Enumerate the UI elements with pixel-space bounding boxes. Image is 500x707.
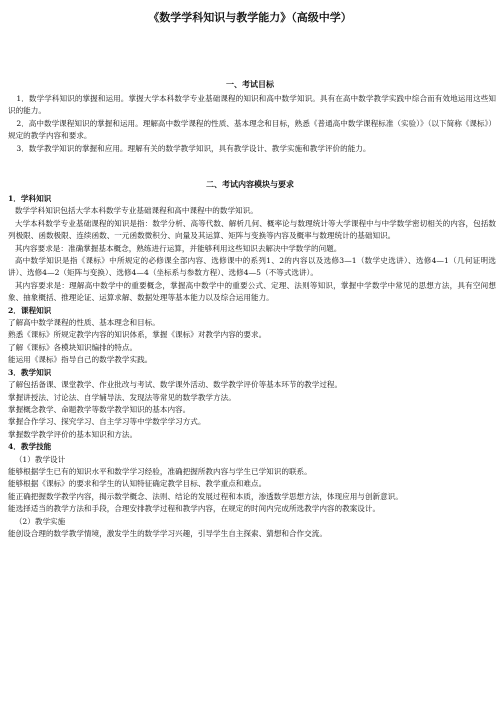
paragraph: 能够根据《课标》的要求和学生的认知特征确定教学目标、教学重点和难点。	[8, 479, 267, 489]
paragraph: 掌握概念教学、命题教学等数学教学知识的基本内容。	[8, 404, 191, 414]
paragraph: 其内容要求是：准确掌握基本概念，熟练进行运算，并能够利用这些知识去解决中学数学的问题。	[14, 243, 342, 253]
paragraph: 能运用《课标》指导自己的数学教学实践。	[8, 355, 153, 365]
exam-goals-body	[8, 93, 496, 155]
paragraph: 能创设合理的数学教学情境，激发学生的数学学习兴趣，引导学生自主探索、猜想和合作交流。	[8, 528, 327, 538]
paragraph: 了解高中数学课程的性质、基本理念和目标。	[8, 318, 160, 328]
document-title: 《数学学科知识与教学能力》（高级中学）	[148, 11, 352, 24]
paragraph: 2．高中数学课程知识的掌握和运用。理解高中数学课程的性质、基本理念和目标，熟悉《普通高中数学课程标准（实验）》（以下简称《课标》）规定的教学内容和要求。	[8, 118, 496, 141]
paragraph: 1．数学学科知识的掌握和运用。掌握大学本科数学专业基础课程的知识和高中数学知识。具有在高中数学教学实践中综合而有效地运用这些知识的能力。	[8, 94, 496, 116]
paragraph: 高中数学知识是指《课标》中所规定的必修课全部内容、选修课中的系列1、2的内容以及选修3—1（数学史选讲）、选修4—1（几何证明选讲）、选修4—2（矩阵与变换）、选修4—4（坐标系与参数方程）、选修4—5（不等式选讲）。	[8, 256, 496, 278]
paragraph: 大学本科数学专业基础课程的知识是指：数学分析、高等代数、解析几何、概率论与数理统计等大学课程中与中学数学密切相关的内容，包括数列极限、函数极限、连续函数、一元函数微积分、向量及其运算、矩阵与变换等内容及概率与数理统计的基础知识。	[8, 218, 496, 241]
paragraph: 掌握数学教学评价的基本知识和方法。	[8, 429, 138, 439]
paragraph: 了解包括备课、课堂教学、作业批改与考试、数学课外活动、数学教学评价等基本环节的教学过程。	[8, 380, 343, 390]
paragraph: 掌握合作学习、探究学习、自主学习等中学数学学习方式。	[8, 417, 206, 427]
paragraph: 数学学科知识包括大学本科数学专业基础课程和高中课程中的数学知识。	[14, 206, 258, 216]
list-item-heading: （1）教学设计	[14, 454, 66, 464]
paragraph: 熟悉《课标》所规定教学内容的知识体系，掌握《课标》对教学内容的要求。	[8, 330, 267, 340]
paragraph: 了解《课标》各模块知识编排的特点。	[8, 342, 138, 352]
content-modules-body	[8, 193, 496, 540]
section-heading-exam-goals: 一、考试目标	[226, 79, 274, 89]
paragraph: 其内容要求是：理解高中数学中的重要概念，掌握高中数学中的重要公式、定理、法则等知识，掌握中学数学中常见的思想方法，具有空间想象、抽象概括、推理论证、运算求解、数据处理等基本能力以及综合运用能力。	[8, 280, 496, 303]
subsection-title: 1．学科知识	[8, 194, 52, 203]
paragraph: 掌握讲授法、讨论法、自学辅导法、发现法等常见的数学教学方法。	[8, 392, 236, 402]
section-heading-content-modules: 二、考试内容模块与要求	[206, 179, 294, 189]
subsection-title: 2．课程知识	[8, 305, 52, 315]
paragraph: 能正确把握数学教学内容，揭示数学概念、法则、结论的发展过程和本质，渗透数学思想方法，体现应用与创新意识。	[8, 491, 403, 501]
list-item-heading: （2）教学实施	[14, 516, 66, 526]
paragraph: 能选择适当的教学方法和手段，合理安排教学过程和教学内容，在规定的时间内完成所选教学内容的教案设计。	[8, 504, 381, 514]
paragraph: 3．数学教学知识的掌握和应用。理解有关的数学教学知识，具有教学设计、教学实施和教学评价的能力。	[16, 143, 371, 153]
subsection-title: 3．教学知识	[8, 367, 52, 377]
subsection-title: 4．教学技能	[8, 442, 52, 452]
paragraph: 能够根据学生已有的知识水平和数学学习经验，准确把握所教内容与学生已学知识的联系。	[8, 466, 312, 476]
